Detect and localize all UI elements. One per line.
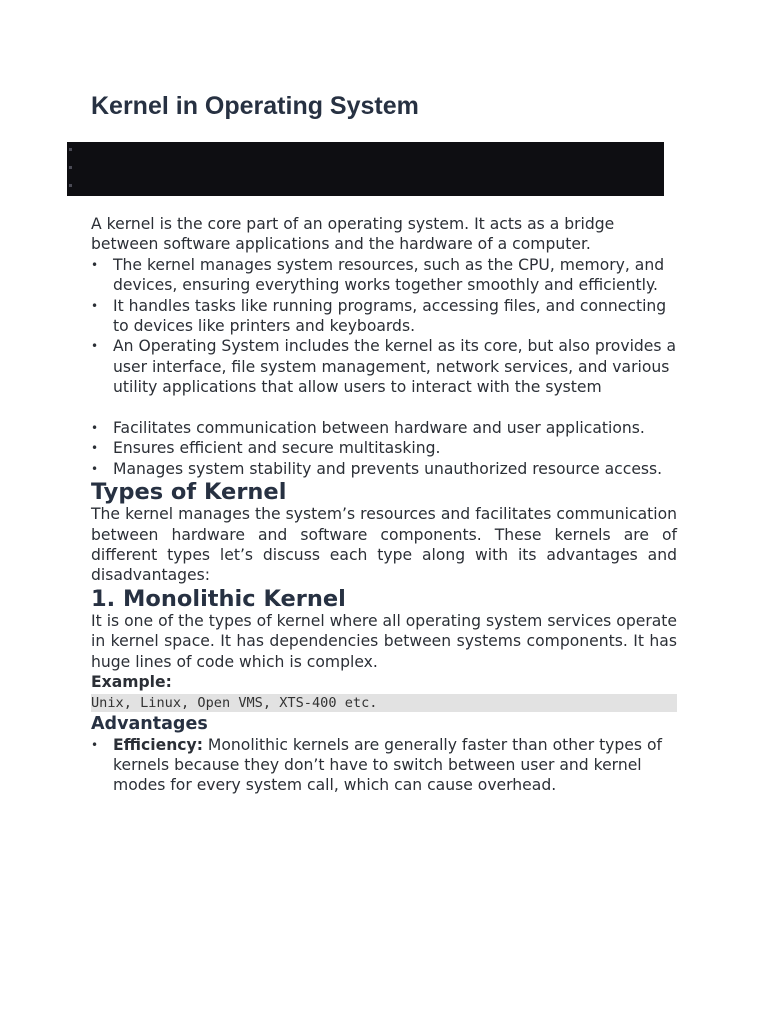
banner-dot <box>69 166 72 169</box>
advantage-term: Efficiency: <box>113 735 203 754</box>
example-code: Unix, Linux, Open VMS, XTS-400 etc. <box>91 694 677 712</box>
page-title: Kernel in Operating System <box>91 92 419 120</box>
list-item: • Facilitates communication between hardware and user applications. <box>113 418 677 438</box>
kernel-benefits-list <box>91 418 677 479</box>
list-item: • It handles tasks like running programs, accessing files, and connecting to devices like printers and keyboards. <box>113 296 677 337</box>
list-item <box>113 735 677 796</box>
banner-dot <box>69 148 72 151</box>
kernel-duties-list <box>91 255 677 398</box>
list-item: • Ensures efficient and secure multitasking. <box>113 438 677 458</box>
types-heading: Types of Kernel <box>91 479 287 506</box>
article-body <box>91 214 677 796</box>
monolithic-heading: 1. Monolithic Kernel <box>91 585 346 612</box>
types-paragraph: The kernel manages the system’s resources and facilitates communication between hardware and software components. These kernels are of different types let’s discuss each type along with its advantages and disadvantages: <box>91 505 677 585</box>
intro-paragraph: A kernel is the core part of an operating system. It acts as a bridge between software applications and the hardware of a computer. <box>91 215 615 254</box>
advantages-list <box>91 735 677 796</box>
example-label: Example: <box>91 673 172 692</box>
advantage-text: Monolithic kernels are generally faster than other types of kernels because they don’t have to switch between user and kernel modes for every system call, which can cause overhead. <box>113 735 663 795</box>
monolithic-paragraph: It is one of the types of kernel where all operating system services operate in kernel space. It has dependencies between systems components. It has huge lines of code which is complex. <box>91 611 677 671</box>
list-item: • Manages system stability and prevents unauthorized resource access. <box>113 459 677 479</box>
list-item: • An Operating System includes the kernel as its core, but also provides a user interface, file system management, network services, and various utility applications that allow users to interact with the system <box>113 336 677 397</box>
dark-banner-image <box>67 142 664 196</box>
list-item: • The kernel manages system resources, such as the CPU, memory, and devices, ensuring everything works together smoothly and efficiently. <box>113 255 677 296</box>
advantages-heading: Advantages <box>91 713 208 734</box>
spacer <box>91 398 677 418</box>
banner-dot <box>69 184 72 187</box>
